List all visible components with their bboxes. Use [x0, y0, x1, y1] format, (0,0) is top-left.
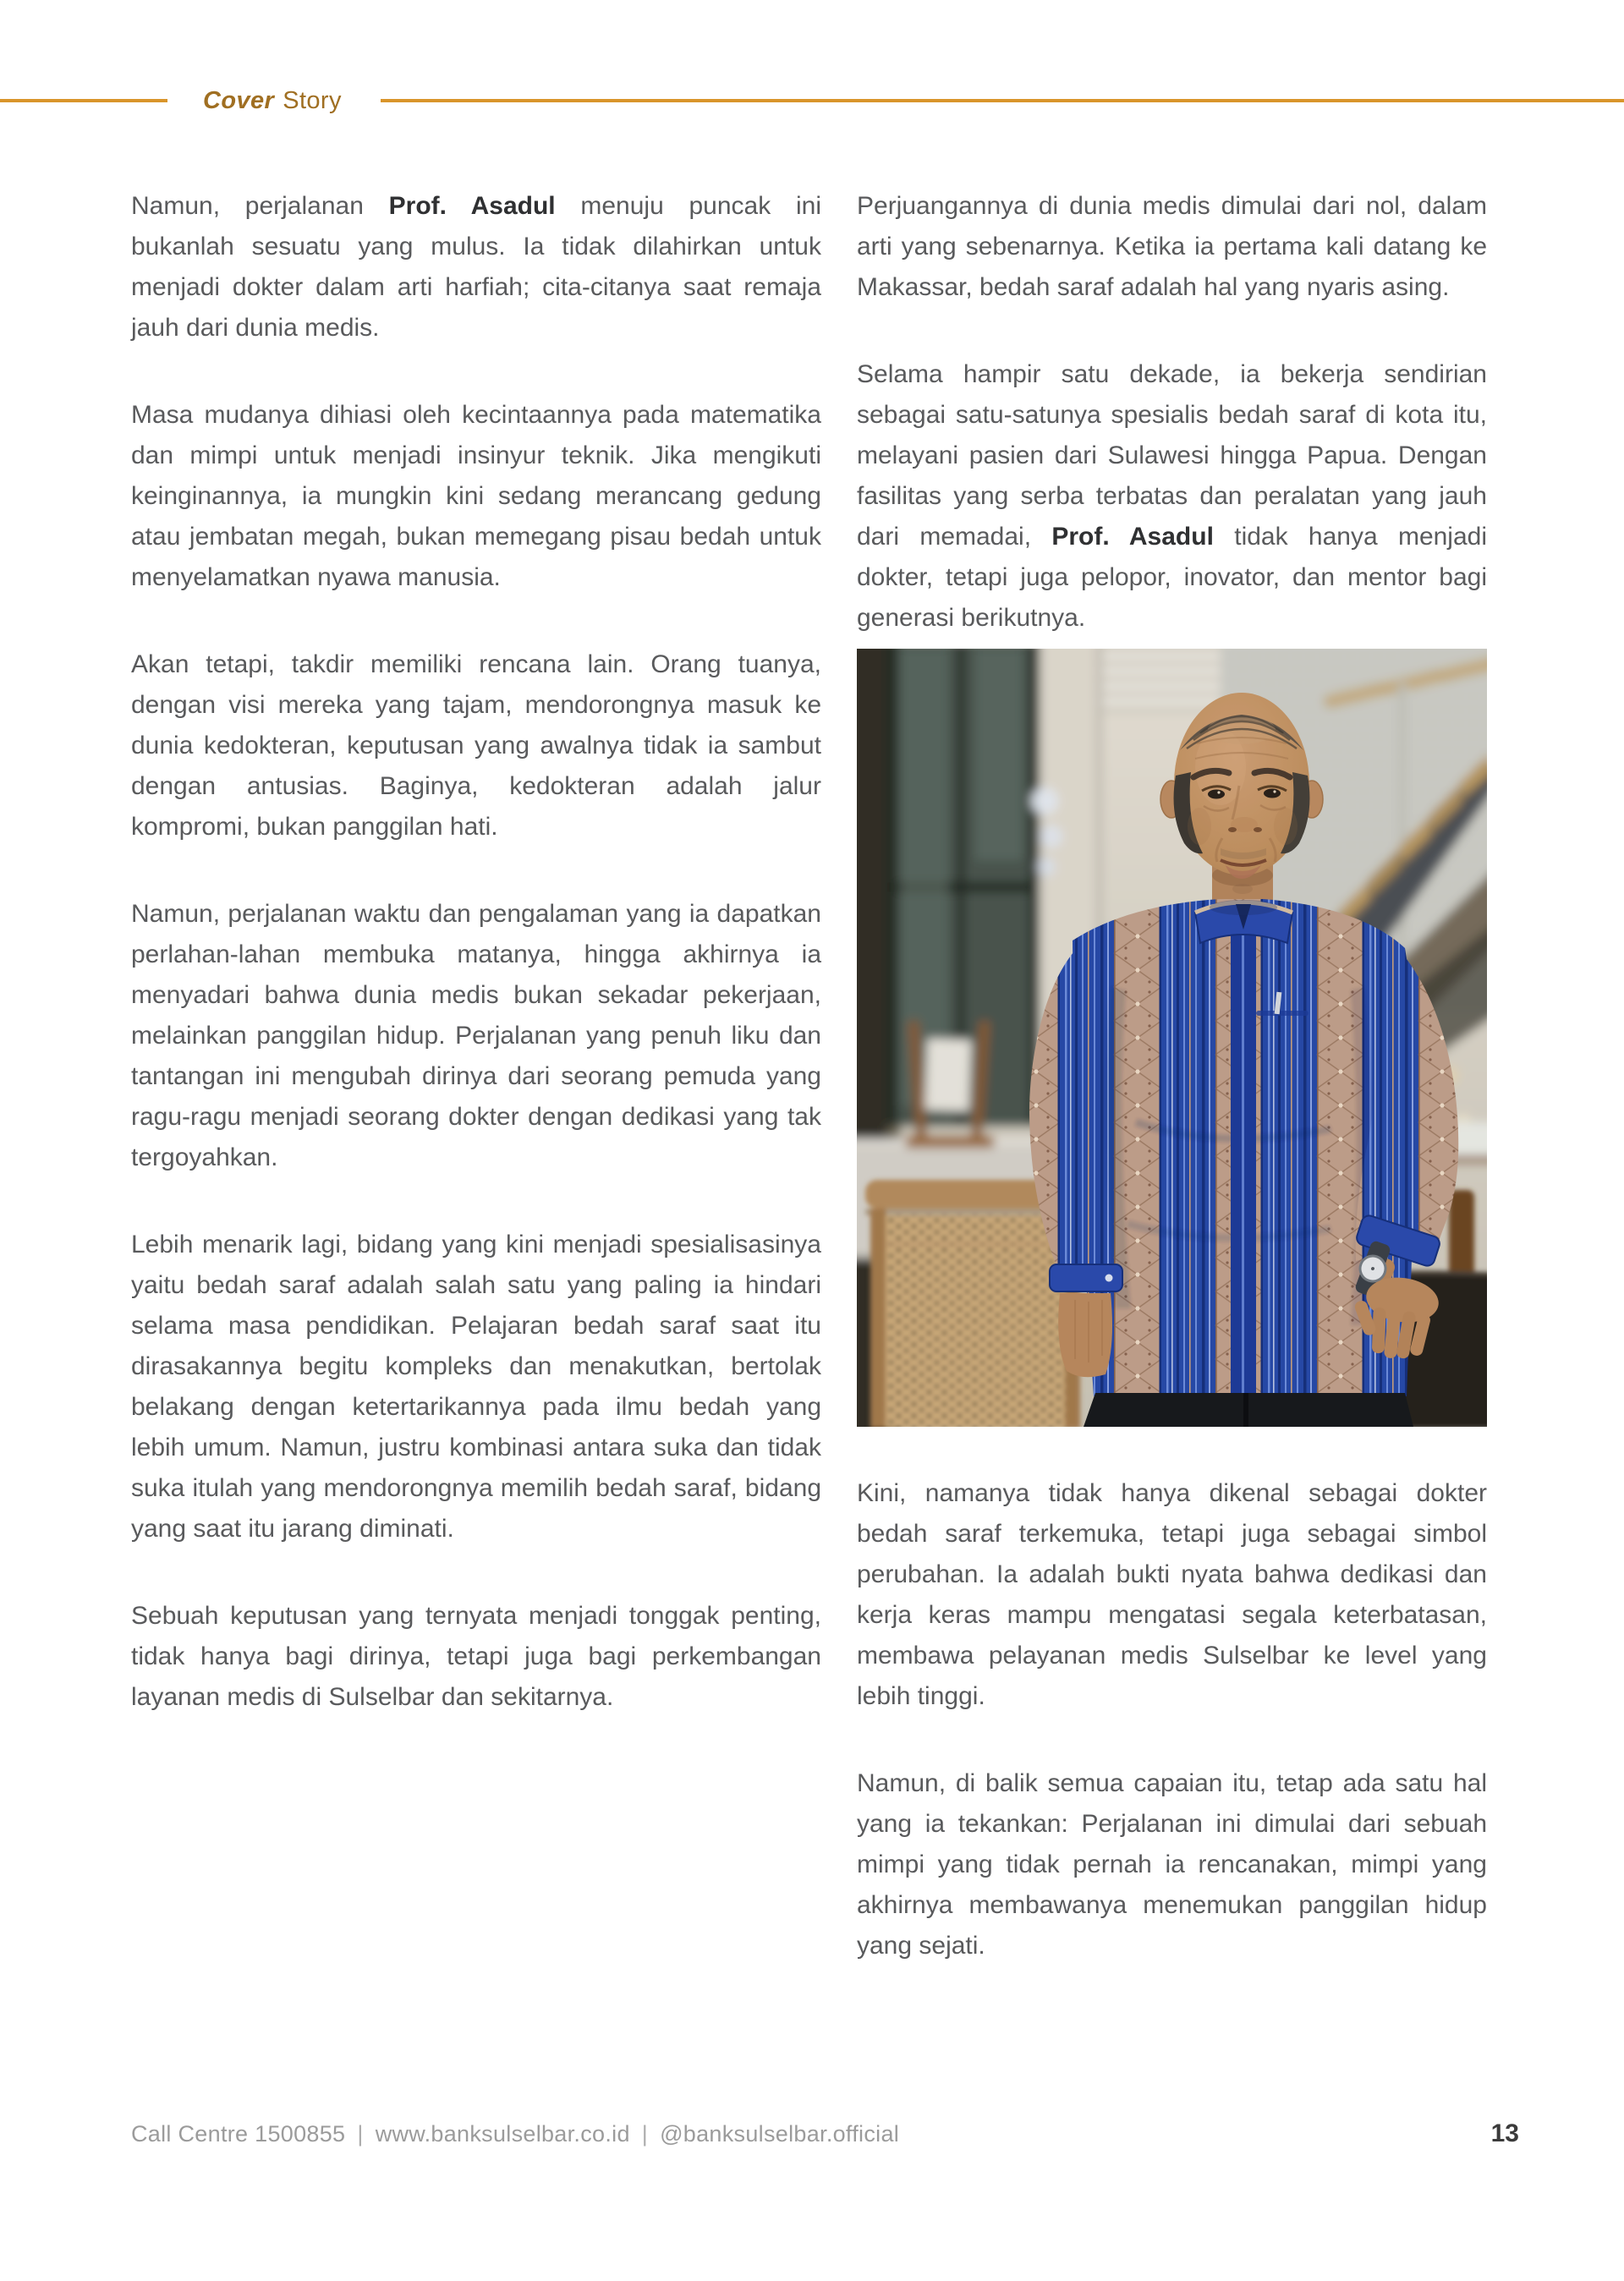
- article-right-column: [857, 186, 1487, 2013]
- masthead: [0, 87, 1624, 114]
- article-right-bottom: [857, 1473, 1487, 1966]
- paragraph: Masa mudanya dihiasi oleh kecintaannya pada matematika dan mimpi untuk menjadi insinyur teknik. Jika mengikuti keinginannya, ia mungkin kini sedang merancang gedung atau jembatan megah, bukan memegang pisau bedah untuk menyelamatkan nyawa manusia.: [131, 401, 821, 591]
- page-footer: [131, 2119, 1519, 2148]
- footer-contact-line: [131, 2121, 899, 2147]
- section-title-regular: Story: [283, 86, 342, 114]
- footer-call-centre: Call Centre 1500855: [131, 2121, 346, 2147]
- paragraph: Akan tetapi, takdir memiliki rencana lain. Orang tuanya, dengan visi mereka yang tajam, mendorongnya masuk ke dunia kedokteran, keputusan yang awalnya tidak ia sambut dengan antusias. Baginya, kedokteran adalah jalur kompromi, bukan panggilan hati.: [131, 650, 821, 841]
- portrait-photo: [857, 649, 1487, 1427]
- paragraph: Namun, perjalanan waktu dan pengalaman yang ia dapatkan perlahan-lahan membuka matanya, hingga akhirnya ia menyadari bahwa dunia medis bukan sekadar pekerjaan, melainkan panggilan hidup. Perjalanan yang penuh liku dan tantangan ini mengubah dirinya dari seorang pemuda yang ragu-ragu menjadi seorang dokter dengan dedikasi yang tak tergoyahkan.: [131, 900, 821, 1171]
- page-number: 13: [1490, 2119, 1519, 2147]
- section-title: [203, 87, 342, 115]
- masthead-rule-left: [0, 99, 167, 102]
- paragraph: Namun, di balik semua capaian itu, tetap ada satu hal yang ia tekankan: Perjalanan ini dimulai dari sebuah mimpi yang tidak pernah ia rencanakan, mimpi yang akhirnya membawanya menemukan panggilan hidup yang sejati.: [857, 1769, 1487, 1960]
- paragraph: Selama hampir satu dekade, ia bekerja sendirian sebagai satu-satunya spesialis bedah saraf di kota itu, melayani pasien dari Sulawesi hingga Papua. Dengan fasilitas yang serba terbatas dan peralatan yang jauh dari memadai, Prof. Asadul tidak hanya menjadi dokter, tetapi juga pelopor, inovator, dan mentor bagi generasi berikutnya.: [857, 360, 1488, 632]
- article-right-top: [857, 186, 1487, 639]
- masthead-rule-right: [381, 99, 1624, 102]
- footer-website: www.banksulselbar.co.id: [375, 2121, 630, 2147]
- paragraph: Lebih menarik lagi, bidang yang kini menjadi spesialisasinya yaitu bedah saraf adalah salah satu yang paling ia hindari selama masa pendidikan. Pelajaran bedah saraf saat itu dirasakannya begitu kompleks dan menakutkan, bertolak belakang dengan ketertarikannya pada ilmu bedah yang lebih umum. Namun, justru kombinasi antara suka dan tidak suka itulah yang mendorongnya memilih bedah saraf, bidang yang saat itu jarang diminati.: [131, 1231, 821, 1543]
- footer-separator: |: [641, 2121, 649, 2147]
- paragraph: Namun, perjalanan Prof. Asadul menuju puncak ini bukanlah sesuatu yang mulus. Ia tidak dilahirkan untuk menjadi dokter dalam arti harfiah; cita-citanya saat remaja jauh dari dunia medis.: [131, 192, 821, 342]
- footer-social-handle: @banksulselbar.official: [660, 2121, 900, 2147]
- article-left-column: [131, 186, 821, 1764]
- portrait-photo-illustration: [857, 649, 1487, 1427]
- section-title-bold: Cover: [203, 86, 275, 114]
- paragraph: Kini, namanya tidak hanya dikenal sebagai dokter bedah saraf terkemuka, tetapi juga sebagai simbol perubahan. Ia adalah bukti nyata bahwa dedikasi dan kerja keras mampu mengatasi segala keterbatasan, membawa pelayanan medis Sulselbar ke level yang lebih tinggi.: [857, 1479, 1487, 1710]
- paragraph: Sebuah keputusan yang ternyata menjadi tonggak penting, tidak hanya bagi dirinya, tetapi juga bagi perkembangan layanan medis di Sulselbar dan sekitarnya.: [131, 1602, 821, 1711]
- footer-separator: |: [357, 2121, 364, 2147]
- paragraph: Perjuangannya di dunia medis dimulai dari nol, dalam arti yang sebenarnya. Ketika ia pertama kali datang ke Makassar, bedah saraf adalah hal yang nyaris asing.: [857, 192, 1487, 301]
